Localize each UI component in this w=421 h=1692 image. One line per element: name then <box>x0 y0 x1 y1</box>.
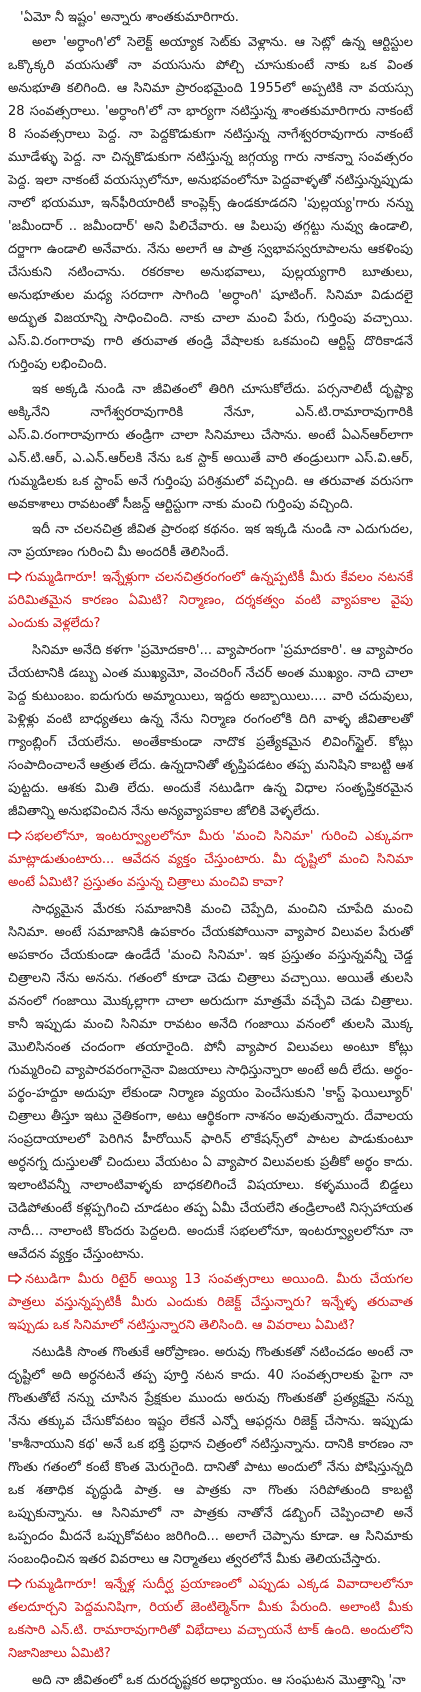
answer-production-direction: సినిమా అనేది కళగా 'ప్రమోదకారి'... వ్యాపారంగా 'ప్రమాదకారి'. ఆ వ్యాపారం చేయటానికి డబ్బు ఎంత ముఖ్యమో, వెంచరింగ్ నేచర్ అంత ముఖ్యం. నాది చాలా పెద్ద కుటుంబం. ఐదుగురు అమ్మాయిలు, ఇద్దరు అబ్బాయిలు.... వారి చదువులు, పెళ్లిళ్లు వంటి బాధ్యతలు ఉన్న నేను నిర్మాణ రంగంలోకి దిగి వాళ్ళ జీవితాలతో గ్యాంబ్లింగ్ చేయలేను. అంతేకాకుండా నాదొక ప్రత్యేకమైన లివింగ్‌స్టైల్. కోట్లు సంపాదించాలనే ఆత్రుత లేదు. ఉన్నదానితో తృప్తిపడటం తప్ప మనిషిని కాబట్టి ఆశ పుట్టదు. ఆశకు మితి లేదు. అందుకే నటుడిగా ఉన్న విధాల సంతృప్తికరమైన జీవితాన్ని అనుభవించిన నేను అన్యవ్యాపకాల జోలికి వెళ్ళలేదు. <box>8 643 413 819</box>
question-good-cinema <box>8 825 413 894</box>
question-text: గుమ్మడిగారూ! ఇన్నేళ్ల సుదీర్ఘ ప్రయాణంలో ఎప్పుడు ఎక్కడ వివాదాలలోనూ తలదూర్చని పెద్దమనిషిగా, రియల్ జెంటిల్మెన్‌గా మీకు పేరుంది. అలాంటి మీకు ఒకసారి ఎన్.టి. రామారావుగారితో విభేదాలు వచ్చాయనే టాక్ ఉంది. అందులోని నిజానిజాలు ఏమిటి? <box>8 1577 413 1661</box>
paragraph-intro-quote: 'ఏమో నీ ఇష్టం' అన్నారు శాంతకుమారిగారు. <box>20 10 239 25</box>
question-text: నటుడిగా మీరు రిటైర్ అయ్యి 13 సంవత్సరాలు అయింది. మీరు చేయగల పాత్రలు వస్తున్నప్పటికీ మీరు ఎందుకు రిజెక్ట్ చేస్తున్నారు? ఇన్నేళ్ళ తరువాత ఇప్పుడు ఒక సినిమాలో నటిస్తున్నారని తెలిసింది. ఆ వివరాలు ఏమిటి? <box>8 1272 413 1333</box>
question-ntr-differences <box>8 1573 413 1665</box>
paragraph-ardhangi-story: అలా 'అర్ధాంగి'లో సెలెక్ట్ అయ్యాక సెట్‌కు వెళ్లాను. ఆ సెట్లో ఉన్న ఆర్టిస్టుల ఒక్కొక్కరి వయసుతో నా వయసును పోల్చి చూసుకుంటే నాకు ఒక వింత అనుభూతి కలిగింది. ఆ సినిమా ప్రారంభమైంది 1955లో అప్పటికి నా వయస్సు 28 సంవత్సరాలు. 'అర్ధాంగి'లో నా భార్యగా నటిస్తున్న శాంతకుమారిగారు నాకంటే 8 సంవత్సరాలు పెద్ద. నా పెద్దకొడుకుగా నటిస్తున్న నాగేశ్వరరావుగారు నాకంటే మూడేళ్ళు పెద్ద. నా చిన్నకొడుకుగా నటిస్తున్న జగ్గయ్య గారు నాకన్నా సంవత్సరం పెద్ద. ఇలా నాకంటే వయస్సులోనూ, అనుభవంలోనూ పెద్దవాళ్ళతో నటిస్తున్నప్పుడు నాలో భయమూ, ఇన్‌ఫీరియారిటీ కాంప్లెక్స్ ఉండకూడదని 'పుల్లయ్య'గారు నన్ను 'జమీందార్ .. జమీందార్' అని పిలిచేవారు. ఆ పిలుపు తగ్గట్టు నువ్వు ఉండాలి, దర్జాగా ఉండాలి అనేవారు. నేను అలాగే ఆ పాత్ర స్వభావస్వరూపాలను ఆకళింపు చేసుకుని నటించాను. రకరకాల అనుభవాలు, పుల్లయ్యగారి బూతులు, అనుభూతుల మధ్య సరదాగా సాగింది 'అర్ధాంగి' షూటింగ్. సినిమా విడుదలై అద్భుత విజయాన్ని సాధించింది. నాకు చాలా మంచి పేరు, గుర్తింపు వచ్చాయి. ఎస్.వి.రంగారావు గారి తరువాత తండ్రి వేషాలకు ఒకమంచి ఆర్టిస్ట్ దొరికాడనే గుర్తింపు లభించింది. <box>8 35 413 372</box>
answer-retirement: నటుడికి సొంత గొంతుకే ఆరోప్రాణం. అరువు గొంతుకతో నటించడం అంటే నా దృష్టిలో అది అర్ధనటనే తప్ప పూర్తి నటన కాదు. 40 సంవత్సరాలకు పైగా నా గొంతుతోటే నన్ను చూసిన ప్రేక్షకుల ముందు అరువు గొంతుకతో ప్రత్యక్షమై నన్ను నేను తక్కువ చేసుకోవటం ఇష్టం లేకనే ఎన్నో ఆఫర్లను రిజెక్ట్ చేసాను. ఇప్పుడు 'కాశీనాయుని కథ' అనే ఒక భక్తి ప్రధాన చిత్రంలో నటిస్తున్నాను. దానికి కారణం నా గొంతు గతంలో కంటే కొంత మెరుగైంది. దానితో పాటు అందులో నేను పోషిస్తున్నది ఒక శతాధిక వృద్ధుడి పాత్ర. ఆ పాత్రకు నా గొంతు సరిపోతుంది కాబట్టి ఒప్పుకున్నాను. ఆ సినిమాలో నా పాత్రకు నాతోనే డబ్బింగ్ చెప్పించాలి అనే ఒప్పందం మీదనే ఒప్పుకోవటం జరిగింది... అలాగే చెప్పాను కూడా. ఆ సినిమాకు సంబంధించిన ఇతర వివరాలు ఆ నిర్మాతలు త్వరలోనే మీకు తెలియచేస్తారు. <box>8 1345 413 1567</box>
answer-ntr-differences: అది నా జీవితంలో ఒక దురదృష్టకర అధ్యాయం. ఆ సంఘటన మొత్తాన్ని 'నా <box>32 1673 406 1688</box>
question-text: సభలలోనూ, ఇంటర్వ్యూలలోనూ మీరు 'మంచి సినిమా' గురించి ఎక్కువగా మాట్లాడుతుంటారు... ఆవేదన వ్యక్తం చేస్తుంటారు. మీ దృష్టిలో మంచి సినిమా అంటే ఏమిటి? ప్రస్తుతం వస్తున్న చిత్రాలు మంచివి కావా? <box>8 829 413 890</box>
red-hand-pointer-icon <box>8 1273 22 1284</box>
question-text: గుమ్మడిగారూ! ఇన్నేళ్లుగా చలనచిత్రరంగంలో ఉన్నప్పటికీ మీరు కేవలం నటనకే పరిమితమైన కారణం ఏమిటి? నిర్మాణం, దర్శకత్వం వంటి వ్యాపకాల వైపు ఎందుకు వెళ్లలేదు? <box>8 570 413 631</box>
paragraph-career-rise: ఇక అక్కడి నుండి నా జీవితంలో తిరిగి చూసుకోలేదు. పర్సనాలిటీ దృష్ట్యా అక్కినేని నాగేశ్వరరావుగారికి నేనూ, ఎన్.టి.రామారావుగారికి ఎస్.వి.రంగారావుగారు తండ్రిగా చాలా సినిమాలు చేసాను. అంటే ఏఎన్ఆర్‌లాగా ఎన్.టి.ఆర్, ఎ.ఎన్.ఆర్‌లకి నేను ఒక స్టాక్ అయితే వారి తండ్రులుగా ఎస్.వి.ఆర్, గుమ్మడిలకు ఒక స్టాంప్ అనే గుర్తింపు పరిశ్రమలో వచ్చింది. ఆ తరువాత వరుసగా అవకాశాలు రావటంతో సీజన్డ్ ఆర్టిస్టుగా నాకు మంచి గుర్తింపు వచ్చింది. <box>8 382 413 512</box>
red-hand-pointer-icon <box>8 571 22 582</box>
question-retirement <box>8 1268 413 1337</box>
red-hand-pointer-icon <box>8 1578 22 1589</box>
paragraph-intro-end: ఇదీ నా చలనచిత్ర జీవిత ప్రారంభ కథనం. ఇక ఇక్కడి నుండి నా ఎదుగుదల, నా ప్రయాణం గురించి మీ అందరికీ తెలిసిందే. <box>8 522 413 560</box>
question-production-direction <box>8 566 413 635</box>
red-hand-pointer-icon <box>8 830 22 841</box>
answer-good-cinema: సాధ్యమైన మేరకు సమాజానికి మంచి చెప్పేది, మంచిని చూపేది మంచి సినిమా. అంటే సమాజానికి ఉపకారం చేయకపోయినా వ్యాపార విలువల పేరుతో అపకారం చేయకుండా ఉండేదే 'మంచి సినిమా'. ఇక ప్రస్తుతం వస్తున్నవన్నీ చెడ్డ చిత్రాలని నేను అనను. గతంలో కూడా చెడు చిత్రాలు వచ్చాయి. అయితే తులసి వనంలో గంజాయి మొక్కల్లాగా చాలా అరుదుగా మాత్రమే వచ్చేవి చెడు చిత్రాలు. కానీ ఇప్పుడు మంచి సినిమా రావటం అనేది గంజాయి వనంలో తులసి మొక్క మొలిసినంత చందంగా తయారైంది. పోనీ వ్యాపార విలువలు అంటూ కోట్లు గుమ్మరించి వ్యాపారవరంగానైనా విజయాలు సాధిస్తున్నారా అంటే అదీ లేదు. అర్థం-పర్థం-హద్దూ అదుపూ లేకుండా నిర్మాణ వ్యయం పెంచేసుకుని 'కాస్ట్ ఫెయిల్యూర్' చిత్రాలు తీస్తూ ఇటు నైతికంగా, అటు ఆర్థికంగా నాశనం అవుతున్నారు. దేవాలయ సంప్రదాయాలలో పెరిగిన హీరోయిన్ ఫారిన్ లొకేషన్స్‌లో పాటల పాడుకుంటూ అర్ధనగ్న దుస్తులతో చిందులు వేయటం ఏ వ్యాపార విలువలకు ప్రతీకో అర్థం కాదు. ఇలాంటివన్నీ నాలాంటివాళ్ళకు బాధకలిగించే విషయాలు. కళ్ళముందే బిడ్డలు చెడిపోతుంటే కళ్లప్పగించి చూడటం తప్ప ఏమీ చేయలేని తండ్రిలాంటి నిస్సహాయత నాదీ... నాలాంటి కొందరు పెద్దలది. అందుకే సభలలోనూ, ఇంటర్వ్యూలలోనూ నా ఆవేదన వ్యక్తం చేస్తుంటాను. <box>8 902 413 1262</box>
